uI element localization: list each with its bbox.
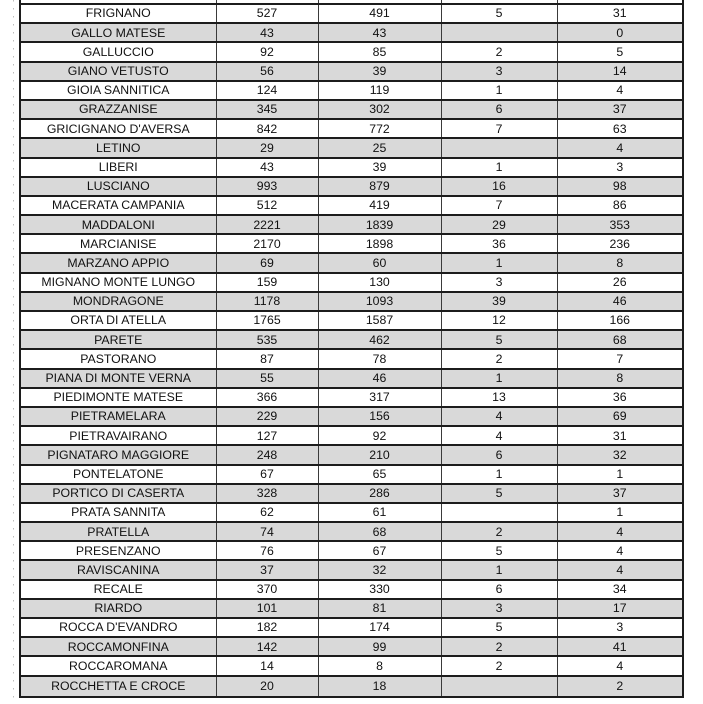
municipality-cell: PORTICO DI CASERTA <box>21 485 217 502</box>
table-row <box>21 657 682 676</box>
value-cell: 345 <box>217 101 319 118</box>
value-cell: 527 <box>217 5 319 22</box>
table-row <box>21 43 682 62</box>
value-cell: 68 <box>612 332 627 347</box>
municipality-cell: GRAZZANISE <box>21 101 217 118</box>
municipality-cell: PIETRAVAIRANO <box>21 427 217 444</box>
value-cell: 3 <box>442 63 558 80</box>
value-cell: 2 <box>442 43 558 60</box>
value-cell: 2 <box>442 638 558 655</box>
value-cell: 124 <box>217 82 319 99</box>
value-cell: 37 <box>612 102 627 117</box>
value-cell: 25 <box>319 139 442 156</box>
value-cell: 3 <box>616 159 624 174</box>
value-cell: 4 <box>616 562 624 577</box>
municipality-cell: ROCCA D'EVANDRO <box>21 619 217 636</box>
value-cell: 370 <box>217 581 319 598</box>
value-cell: 67 <box>319 542 442 559</box>
value-cell: 4 <box>442 408 558 425</box>
value-cell: 2 <box>442 523 558 540</box>
value-cell: 43 <box>217 159 319 176</box>
table-row <box>21 561 682 580</box>
table-row <box>21 178 682 197</box>
value-cell: 3 <box>442 600 558 617</box>
value-cell: 3 <box>442 274 558 291</box>
value-cell: 1765 <box>217 312 319 329</box>
value-cell: 65 <box>319 466 442 483</box>
value-cell: 2 <box>442 350 558 367</box>
value-cell: 4 <box>442 427 558 444</box>
municipality-cell: RIARDO <box>21 600 217 617</box>
value-cell: 29 <box>217 139 319 156</box>
value-cell <box>442 677 558 696</box>
table-row <box>21 312 682 331</box>
value-cell: 5 <box>442 331 558 348</box>
value-cell: 174 <box>319 619 442 636</box>
value-cell: 419 <box>319 197 442 214</box>
table-row <box>21 466 682 485</box>
value-cell: 142 <box>217 638 319 655</box>
value-cell: 330 <box>319 581 442 598</box>
municipality-cell: PARETE <box>21 331 217 348</box>
value-cell: 86 <box>612 198 627 213</box>
value-cell: 119 <box>319 82 442 99</box>
municipality-cell: MARCIANISE <box>21 235 217 252</box>
value-cell: 5 <box>442 542 558 559</box>
value-cell: 69 <box>612 409 627 424</box>
value-cell: 69 <box>217 254 319 271</box>
value-cell: 5 <box>442 485 558 502</box>
value-cell: 127 <box>217 427 319 444</box>
municipality-cell: MARZANO APPIO <box>21 254 217 271</box>
value-cell <box>319 0 442 3</box>
municipality-cell: PIEDIMONTE MATESE <box>21 389 217 406</box>
table-row <box>21 274 682 293</box>
value-cell: 4 <box>616 658 624 673</box>
value-cell: 2 <box>616 679 624 693</box>
value-cell: 32 <box>319 561 442 578</box>
value-cell: 74 <box>217 523 319 540</box>
value-cell: 156 <box>319 408 442 425</box>
table-row <box>21 293 682 312</box>
table-row <box>21 101 682 120</box>
value-cell: 462 <box>319 331 442 348</box>
municipality-cell: RECALE <box>21 581 217 598</box>
table-row <box>21 389 682 408</box>
value-cell: 1 <box>442 561 558 578</box>
value-cell: 317 <box>319 389 442 406</box>
table-row <box>21 216 682 235</box>
value-cell: 5 <box>616 44 624 59</box>
table-row <box>21 5 682 24</box>
table-row <box>21 638 682 657</box>
value-cell: 14 <box>217 657 319 674</box>
municipality-cell: PIANA DI MONTE VERNA <box>21 370 217 387</box>
value-cell: 37 <box>217 561 319 578</box>
table-row <box>21 120 682 139</box>
value-cell: 4 <box>616 543 624 558</box>
value-cell: 1 <box>442 159 558 176</box>
table-row <box>21 619 682 638</box>
value-cell: 43 <box>319 24 442 41</box>
value-cell: 130 <box>319 274 442 291</box>
table-row <box>21 485 682 504</box>
value-cell: 61 <box>319 504 442 521</box>
table-row <box>21 139 682 158</box>
value-cell: 6 <box>442 446 558 463</box>
municipality-cell: PRATA SANNITA <box>21 504 217 521</box>
table-row <box>21 24 682 43</box>
value-cell: 60 <box>319 254 442 271</box>
municipality-cell: GALLUCCIO <box>21 43 217 60</box>
value-cell: 39 <box>319 63 442 80</box>
value-cell: 92 <box>319 427 442 444</box>
value-cell: 41 <box>612 639 627 654</box>
value-cell: 8 <box>616 371 624 385</box>
value-cell: 1 <box>442 370 558 387</box>
value-cell: 13 <box>442 389 558 406</box>
table-row <box>21 331 682 350</box>
value-cell: 1178 <box>217 293 319 310</box>
table-row <box>21 159 682 178</box>
value-cell: 6 <box>442 581 558 598</box>
value-cell: 7 <box>442 120 558 137</box>
value-cell: 491 <box>319 5 442 22</box>
table-row <box>21 446 682 465</box>
value-cell: 5 <box>442 619 558 636</box>
value-cell <box>442 504 558 521</box>
value-cell: 1587 <box>319 312 442 329</box>
value-cell <box>558 0 683 3</box>
table-row <box>21 408 682 427</box>
value-cell: 2221 <box>217 216 319 233</box>
value-cell: 286 <box>319 485 442 502</box>
value-cell: 535 <box>217 331 319 348</box>
municipality-cell: PONTELATONE <box>21 466 217 483</box>
value-cell: 512 <box>217 197 319 214</box>
value-cell: 4 <box>616 83 624 98</box>
value-cell: 159 <box>217 274 319 291</box>
value-cell: 14 <box>612 64 627 78</box>
value-cell: 37 <box>612 486 627 501</box>
municipality-cell: RAVISCANINA <box>21 561 217 578</box>
municipality-cell: GIANO VETUSTO <box>21 63 217 80</box>
value-cell: 5 <box>442 5 558 22</box>
value-cell: 56 <box>217 63 319 80</box>
value-cell: 1 <box>442 466 558 483</box>
table-row <box>21 427 682 446</box>
value-cell: 248 <box>217 446 319 463</box>
municipality-data-table <box>19 0 684 698</box>
value-cell: 229 <box>217 408 319 425</box>
value-cell: 87 <box>217 350 319 367</box>
value-cell: 328 <box>217 485 319 502</box>
value-cell: 993 <box>217 178 319 195</box>
value-cell: 101 <box>217 600 319 617</box>
value-cell: 62 <box>217 504 319 521</box>
table-row <box>21 581 682 600</box>
value-cell: 772 <box>319 120 442 137</box>
municipality-cell: PRESENZANO <box>21 542 217 559</box>
value-cell: 39 <box>442 293 558 310</box>
value-cell: 7 <box>442 197 558 214</box>
value-cell <box>442 139 558 156</box>
municipality-cell: MIGNANO MONTE LUNGO <box>21 274 217 291</box>
value-cell: 98 <box>612 179 627 194</box>
table-row <box>21 254 682 273</box>
value-cell: 20 <box>217 677 319 696</box>
value-cell: 6 <box>442 101 558 118</box>
value-cell: 353 <box>609 217 631 232</box>
value-cell: 366 <box>217 389 319 406</box>
value-cell: 63 <box>612 121 627 136</box>
value-cell: 26 <box>612 275 627 290</box>
value-cell: 8 <box>616 255 624 270</box>
value-cell: 1 <box>616 505 624 520</box>
municipality-cell: PASTORANO <box>21 350 217 367</box>
municipality-cell: ORTA DI ATELLA <box>21 312 217 329</box>
value-cell: 36 <box>442 235 558 252</box>
value-cell <box>442 24 558 41</box>
table-row <box>21 600 682 619</box>
value-cell: 46 <box>319 370 442 387</box>
municipality-cell: PIETRAMELARA <box>21 408 217 425</box>
table-row <box>21 82 682 101</box>
value-cell: 99 <box>319 638 442 655</box>
value-cell: 1 <box>616 466 624 481</box>
municipality-cell: GRICIGNANO D'AVERSA <box>21 120 217 137</box>
value-cell: 16 <box>442 178 558 195</box>
value-cell: 2170 <box>217 235 319 252</box>
municipality-cell: LUSCIANO <box>21 178 217 195</box>
value-cell: 2 <box>442 657 558 674</box>
value-cell: 166 <box>609 313 631 328</box>
value-cell: 34 <box>612 582 627 597</box>
municipality-cell: ROCCAROMANA <box>21 657 217 674</box>
value-cell: 12 <box>442 312 558 329</box>
value-cell: 67 <box>217 466 319 483</box>
table-row <box>21 63 682 82</box>
value-cell: 17 <box>612 601 627 616</box>
value-cell: 4 <box>616 140 624 155</box>
municipality-cell: FRIGNANO <box>21 5 217 22</box>
municipality-cell: LETINO <box>21 139 217 156</box>
value-cell: 842 <box>217 120 319 137</box>
value-cell: 1 <box>442 254 558 271</box>
value-cell: 8 <box>319 657 442 674</box>
table-row <box>21 370 682 389</box>
value-cell: 879 <box>319 178 442 195</box>
value-cell: 1898 <box>319 235 442 252</box>
value-cell: 78 <box>319 350 442 367</box>
value-cell: 32 <box>612 447 627 462</box>
table-row <box>21 523 682 542</box>
value-cell: 76 <box>217 542 319 559</box>
municipality-cell <box>21 0 217 3</box>
value-cell: 18 <box>319 677 442 696</box>
value-cell: 46 <box>612 294 627 309</box>
municipality-cell: MACERATA CAMPANIA <box>21 197 217 214</box>
value-cell: 1839 <box>319 216 442 233</box>
municipality-cell: ROCCAMONFINA <box>21 638 217 655</box>
table-row <box>21 542 682 561</box>
page-break-dotted-line <box>13 0 14 704</box>
value-cell: 0 <box>616 25 624 40</box>
value-cell: 39 <box>319 159 442 176</box>
value-cell: 7 <box>616 351 624 366</box>
value-cell: 92 <box>217 43 319 60</box>
value-cell: 236 <box>609 236 631 251</box>
table-row <box>21 677 682 696</box>
value-cell <box>442 0 558 3</box>
value-cell: 302 <box>319 101 442 118</box>
value-cell: 182 <box>217 619 319 636</box>
value-cell: 1 <box>442 82 558 99</box>
value-cell: 43 <box>217 24 319 41</box>
value-cell: 29 <box>442 216 558 233</box>
municipality-cell: MONDRAGONE <box>21 293 217 310</box>
value-cell <box>217 0 319 3</box>
table-row <box>21 504 682 523</box>
table-row <box>21 197 682 216</box>
value-cell: 31 <box>612 6 627 21</box>
value-cell: 36 <box>612 390 627 405</box>
value-cell: 68 <box>319 523 442 540</box>
value-cell: 4 <box>616 524 624 539</box>
municipality-cell: PIGNATARO MAGGIORE <box>21 446 217 463</box>
municipality-cell: GALLO MATESE <box>21 24 217 41</box>
value-cell: 55 <box>217 370 319 387</box>
municipality-cell: PRATELLA <box>21 523 217 540</box>
value-cell: 81 <box>319 600 442 617</box>
municipality-cell: MADDALONI <box>21 216 217 233</box>
value-cell: 85 <box>319 43 442 60</box>
municipality-cell: LIBERI <box>21 159 217 176</box>
table-row <box>21 235 682 254</box>
table-row <box>21 350 682 369</box>
value-cell: 1093 <box>319 293 442 310</box>
municipality-cell: GIOIA SANNITICA <box>21 82 217 99</box>
value-cell: 210 <box>319 446 442 463</box>
value-cell: 3 <box>616 620 624 635</box>
value-cell: 31 <box>612 428 627 443</box>
municipality-cell: ROCCHETTA E CROCE <box>21 677 217 696</box>
